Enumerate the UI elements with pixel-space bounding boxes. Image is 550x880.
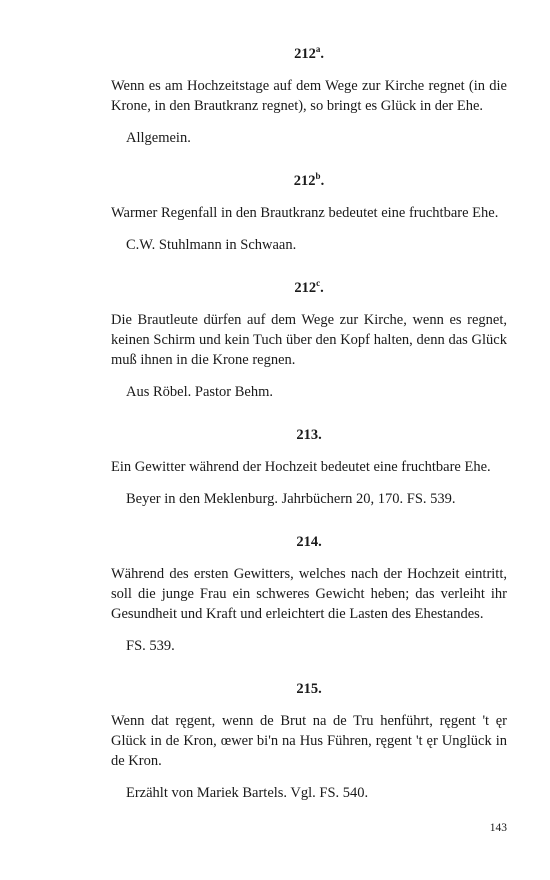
entry-text: Warmer Regenfall in den Brautkranz bedeutet eine fruchtbare Ehe. bbox=[111, 205, 499, 221]
entry-214 bbox=[111, 532, 507, 656]
entry-215 bbox=[111, 679, 507, 803]
entry-suffix: b bbox=[315, 171, 321, 181]
entry-heading bbox=[111, 532, 507, 552]
entry-spacer bbox=[111, 255, 507, 278]
entry-heading bbox=[111, 679, 507, 699]
entry-text: Während des ersten Gewitters, welches nach der Hochzeit eintritt, soll die junge Frau ein schweres Gewicht heben; das verleiht ihr Gesundheit und Kraft und erleichtert die Lasten des Ehestandes. bbox=[111, 566, 507, 622]
entry-number: 214. bbox=[296, 534, 322, 550]
entry-number: 212 bbox=[294, 280, 317, 296]
entry-period: . bbox=[320, 173, 325, 189]
entry-212a bbox=[111, 44, 507, 148]
entry-text: Wenn es am Hochzeitstage auf dem Wege zur Kirche regnet (in die Krone, in den Brautkranz regnet), so bringt es Glück in der Ehe. bbox=[111, 78, 507, 114]
page-number: 143 bbox=[489, 822, 507, 834]
entry-text: Die Brautleute dürfen auf dem Wege zur Kirche, wenn es regnet, keinen Schirm und kein Tuch über den Kopf halten, denn das Glück muß ihnen in die Krone regnen. bbox=[111, 312, 507, 368]
entry-heading bbox=[111, 278, 507, 298]
entry-suffix: a bbox=[315, 44, 321, 54]
entry-spacer bbox=[111, 509, 507, 532]
entry-number: 212 bbox=[294, 46, 316, 62]
entry-212c bbox=[111, 278, 507, 402]
entry-number: 213. bbox=[296, 427, 322, 443]
entry-213 bbox=[111, 425, 507, 509]
entry-period: . bbox=[320, 46, 324, 62]
page-content bbox=[111, 44, 507, 803]
entry-heading bbox=[111, 44, 507, 64]
entry-source: Erzählt von Mariek Bartels. Vgl. FS. 540. bbox=[126, 785, 369, 801]
entry-source: C.W. Stuhlmann in Schwaan. bbox=[126, 237, 297, 253]
entry-number: 212 bbox=[293, 173, 316, 189]
entry-spacer bbox=[111, 656, 507, 679]
entry-source: Aus Röbel. Pastor Behm. bbox=[126, 384, 274, 400]
entry-source: Allgemein. bbox=[126, 130, 191, 146]
entry-source: Beyer in den Meklenburg. Jahrbüchern 20, 170. FS. 539. bbox=[126, 491, 456, 507]
entry-text: Wenn dat ręgent, wenn de Brut na de Tru henführt, ręgent 't ęr Glück in de Kron, œwer bi'n na Hus Führen, ręgent 't ęr Unglück in de Kron. bbox=[111, 713, 507, 769]
entry-spacer bbox=[111, 402, 507, 425]
entry-suffix: c bbox=[316, 278, 321, 288]
entry-period: . bbox=[320, 280, 324, 296]
entry-212b bbox=[111, 171, 507, 255]
entry-source: FS. 539. bbox=[126, 638, 175, 654]
entry-number: 215. bbox=[296, 681, 322, 697]
entry-spacer bbox=[111, 148, 507, 171]
entry-heading bbox=[111, 425, 507, 445]
entry-heading bbox=[111, 171, 507, 191]
entry-text: Ein Gewitter während der Hochzeit bedeutet eine fruchtbare Ehe. bbox=[111, 459, 491, 475]
